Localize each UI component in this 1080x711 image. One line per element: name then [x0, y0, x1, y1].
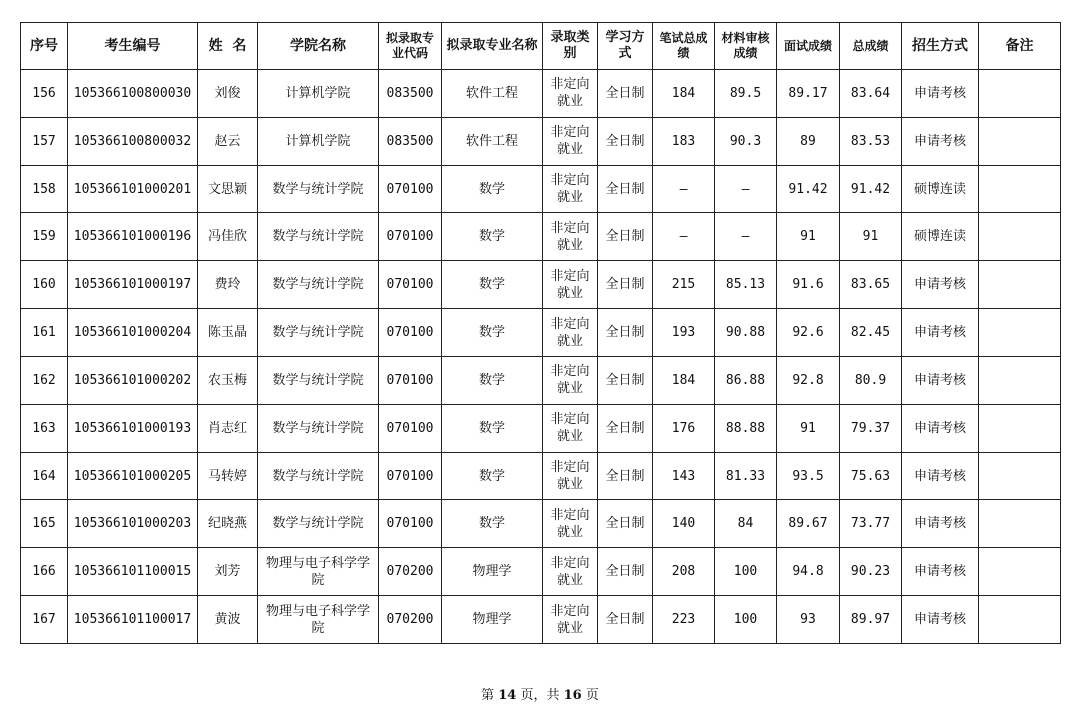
cell-written: 176: [653, 404, 715, 452]
cell-remarks: [979, 117, 1061, 165]
table-row: [21, 596, 1061, 644]
cell-exam-id: 105366101100017: [68, 596, 198, 644]
cell-study-mode: 全日制: [598, 309, 653, 357]
cell-study-mode: 全日制: [598, 213, 653, 261]
cell-major-code: 070100: [379, 309, 442, 357]
cell-category: 非定向就业: [543, 452, 598, 500]
header-seq: 序号: [21, 23, 68, 70]
cell-seq: 157: [21, 117, 68, 165]
cell-major-code: 070200: [379, 548, 442, 596]
cell-materials: –: [715, 165, 777, 213]
cell-interview: 91.42: [777, 165, 840, 213]
header-exam-id: 考生编号: [68, 23, 198, 70]
cell-seq: 160: [21, 261, 68, 309]
cell-name: 马转婷: [198, 452, 258, 500]
cell-method: 申请考核: [902, 356, 979, 404]
table-row: [21, 117, 1061, 165]
cell-exam-id: 105366101000204: [68, 309, 198, 357]
footer-page-number: 14: [498, 688, 517, 703]
cell-materials: –: [715, 213, 777, 261]
table-row: [21, 261, 1061, 309]
cell-category: 非定向就业: [543, 548, 598, 596]
cell-major-name: 数学: [442, 356, 543, 404]
cell-college: 数学与统计学院: [258, 261, 379, 309]
cell-exam-id: 105366101000201: [68, 165, 198, 213]
cell-written: –: [653, 213, 715, 261]
cell-method: 申请考核: [902, 500, 979, 548]
cell-category: 非定向就业: [543, 261, 598, 309]
cell-interview: 89: [777, 117, 840, 165]
cell-remarks: [979, 500, 1061, 548]
cell-name: 陈玉晶: [198, 309, 258, 357]
cell-seq: 164: [21, 452, 68, 500]
cell-category: 非定向就业: [543, 404, 598, 452]
cell-major-code: 083500: [379, 117, 442, 165]
header-total: 总成绩: [840, 23, 902, 70]
cell-interview: 89.67: [777, 500, 840, 548]
cell-major-name: 软件工程: [442, 70, 543, 118]
cell-method: 申请考核: [902, 261, 979, 309]
cell-total: 83.53: [840, 117, 902, 165]
cell-seq: 163: [21, 404, 68, 452]
cell-college: 计算机学院: [258, 117, 379, 165]
header-written: 笔试总成绩: [653, 23, 715, 70]
cell-name: 纪晓燕: [198, 500, 258, 548]
cell-interview: 91.6: [777, 261, 840, 309]
cell-total: 75.63: [840, 452, 902, 500]
cell-college: 计算机学院: [258, 70, 379, 118]
cell-written: 193: [653, 309, 715, 357]
cell-remarks: [979, 165, 1061, 213]
cell-total: 91.42: [840, 165, 902, 213]
cell-remarks: [979, 596, 1061, 644]
cell-major-code: 083500: [379, 70, 442, 118]
cell-total: 89.97: [840, 596, 902, 644]
cell-written: 140: [653, 500, 715, 548]
header-name: 姓 名: [198, 23, 258, 70]
cell-written: 143: [653, 452, 715, 500]
cell-category: 非定向就业: [543, 309, 598, 357]
cell-seq: 158: [21, 165, 68, 213]
cell-total: 82.45: [840, 309, 902, 357]
cell-method: 申请考核: [902, 117, 979, 165]
table-row: [21, 500, 1061, 548]
cell-name: 文思颖: [198, 165, 258, 213]
cell-study-mode: 全日制: [598, 165, 653, 213]
cell-seq: 162: [21, 356, 68, 404]
cell-remarks: [979, 452, 1061, 500]
header-method: 招生方式: [902, 23, 979, 70]
cell-major-name: 物理学: [442, 548, 543, 596]
cell-name: 赵云: [198, 117, 258, 165]
cell-materials: 86.88: [715, 356, 777, 404]
cell-written: 184: [653, 356, 715, 404]
cell-materials: 84: [715, 500, 777, 548]
cell-category: 非定向就业: [543, 356, 598, 404]
cell-major-name: 软件工程: [442, 117, 543, 165]
cell-interview: 91: [777, 213, 840, 261]
cell-exam-id: 105366101100015: [68, 548, 198, 596]
cell-total: 83.65: [840, 261, 902, 309]
cell-remarks: [979, 213, 1061, 261]
cell-study-mode: 全日制: [598, 70, 653, 118]
cell-exam-id: 105366100800030: [68, 70, 198, 118]
cell-study-mode: 全日制: [598, 596, 653, 644]
cell-college: 物理与电子科学学院: [258, 596, 379, 644]
cell-exam-id: 105366101000197: [68, 261, 198, 309]
cell-college: 数学与统计学院: [258, 356, 379, 404]
table-row: [21, 356, 1061, 404]
cell-exam-id: 105366101000203: [68, 500, 198, 548]
cell-materials: 89.5: [715, 70, 777, 118]
cell-study-mode: 全日制: [598, 117, 653, 165]
cell-remarks: [979, 404, 1061, 452]
page-footer: [0, 684, 1080, 703]
cell-category: 非定向就业: [543, 70, 598, 118]
cell-materials: 88.88: [715, 404, 777, 452]
table-header-row: [21, 23, 1061, 70]
header-major-code: 拟录取专业代码: [379, 23, 442, 70]
cell-materials: 90.3: [715, 117, 777, 165]
cell-remarks: [979, 70, 1061, 118]
table-row: [21, 548, 1061, 596]
header-major-name: 拟录取专业名称: [442, 23, 543, 70]
cell-name: 刘俊: [198, 70, 258, 118]
admission-table: [20, 22, 1061, 644]
cell-major-code: 070100: [379, 261, 442, 309]
header-remarks: 备注: [979, 23, 1061, 70]
cell-college: 数学与统计学院: [258, 309, 379, 357]
cell-name: 肖志红: [198, 404, 258, 452]
cell-exam-id: 105366101000205: [68, 452, 198, 500]
cell-college: 数学与统计学院: [258, 165, 379, 213]
table-row: [21, 309, 1061, 357]
cell-category: 非定向就业: [543, 500, 598, 548]
cell-name: 费玲: [198, 261, 258, 309]
cell-seq: 159: [21, 213, 68, 261]
cell-interview: 91: [777, 404, 840, 452]
cell-major-code: 070100: [379, 356, 442, 404]
header-materials: 材料审核成绩: [715, 23, 777, 70]
cell-interview: 92.8: [777, 356, 840, 404]
cell-total: 79.37: [840, 404, 902, 452]
cell-category: 非定向就业: [543, 165, 598, 213]
cell-study-mode: 全日制: [598, 356, 653, 404]
cell-seq: 165: [21, 500, 68, 548]
cell-remarks: [979, 548, 1061, 596]
cell-method: 申请考核: [902, 596, 979, 644]
cell-major-name: 数学: [442, 213, 543, 261]
header-college: 学院名称: [258, 23, 379, 70]
footer-suffix: 页: [585, 688, 599, 703]
cell-category: 非定向就业: [543, 117, 598, 165]
cell-college: 数学与统计学院: [258, 404, 379, 452]
cell-major-name: 数学: [442, 309, 543, 357]
cell-exam-id: 105366101000202: [68, 356, 198, 404]
cell-materials: 100: [715, 548, 777, 596]
cell-total: 80.9: [840, 356, 902, 404]
cell-total: 91: [840, 213, 902, 261]
cell-remarks: [979, 309, 1061, 357]
cell-major-name: 数学: [442, 261, 543, 309]
cell-written: 215: [653, 261, 715, 309]
cell-major-code: 070100: [379, 213, 442, 261]
table-row: [21, 452, 1061, 500]
cell-study-mode: 全日制: [598, 452, 653, 500]
cell-interview: 93.5: [777, 452, 840, 500]
cell-seq: 156: [21, 70, 68, 118]
cell-study-mode: 全日制: [598, 548, 653, 596]
cell-interview: 92.6: [777, 309, 840, 357]
header-study-mode: 学习方式: [598, 23, 653, 70]
cell-interview: 94.8: [777, 548, 840, 596]
cell-method: 申请考核: [902, 452, 979, 500]
cell-major-name: 数学: [442, 165, 543, 213]
table-row: [21, 213, 1061, 261]
cell-materials: 85.13: [715, 261, 777, 309]
cell-materials: 90.88: [715, 309, 777, 357]
cell-written: –: [653, 165, 715, 213]
cell-method: 申请考核: [902, 70, 979, 118]
cell-major-name: 数学: [442, 452, 543, 500]
cell-written: 208: [653, 548, 715, 596]
cell-study-mode: 全日制: [598, 500, 653, 548]
cell-written: 183: [653, 117, 715, 165]
footer-prefix: 第: [481, 688, 495, 703]
cell-total: 73.77: [840, 500, 902, 548]
cell-name: 冯佳欣: [198, 213, 258, 261]
cell-name: 刘芳: [198, 548, 258, 596]
footer-total-pages: 16: [563, 688, 582, 703]
cell-college: 数学与统计学院: [258, 500, 379, 548]
cell-name: 黄波: [198, 596, 258, 644]
cell-college: 数学与统计学院: [258, 452, 379, 500]
table-row: [21, 70, 1061, 118]
footer-mid: 页，共: [520, 688, 560, 703]
cell-remarks: [979, 356, 1061, 404]
cell-interview: 93: [777, 596, 840, 644]
header-category: 录取类别: [543, 23, 598, 70]
cell-major-code: 070200: [379, 596, 442, 644]
cell-remarks: [979, 261, 1061, 309]
cell-materials: 81.33: [715, 452, 777, 500]
cell-study-mode: 全日制: [598, 404, 653, 452]
cell-category: 非定向就业: [543, 596, 598, 644]
cell-exam-id: 105366101000196: [68, 213, 198, 261]
cell-method: 硕博连读: [902, 213, 979, 261]
table-row: [21, 165, 1061, 213]
cell-materials: 100: [715, 596, 777, 644]
cell-total: 83.64: [840, 70, 902, 118]
cell-major-code: 070100: [379, 500, 442, 548]
table-row: [21, 404, 1061, 452]
cell-method: 申请考核: [902, 309, 979, 357]
cell-exam-id: 105366101000193: [68, 404, 198, 452]
cell-seq: 166: [21, 548, 68, 596]
cell-method: 申请考核: [902, 548, 979, 596]
cell-exam-id: 105366100800032: [68, 117, 198, 165]
cell-college: 物理与电子科学学院: [258, 548, 379, 596]
cell-seq: 167: [21, 596, 68, 644]
cell-major-name: 数学: [442, 404, 543, 452]
cell-major-code: 070100: [379, 165, 442, 213]
cell-written: 223: [653, 596, 715, 644]
cell-college: 数学与统计学院: [258, 213, 379, 261]
cell-major-name: 物理学: [442, 596, 543, 644]
cell-major-name: 数学: [442, 500, 543, 548]
cell-interview: 89.17: [777, 70, 840, 118]
cell-total: 90.23: [840, 548, 902, 596]
header-interview: 面试成绩: [777, 23, 840, 70]
cell-major-code: 070100: [379, 452, 442, 500]
cell-method: 申请考核: [902, 404, 979, 452]
cell-method: 硕博连读: [902, 165, 979, 213]
cell-major-code: 070100: [379, 404, 442, 452]
cell-seq: 161: [21, 309, 68, 357]
cell-study-mode: 全日制: [598, 261, 653, 309]
cell-category: 非定向就业: [543, 213, 598, 261]
cell-name: 农玉梅: [198, 356, 258, 404]
cell-written: 184: [653, 70, 715, 118]
